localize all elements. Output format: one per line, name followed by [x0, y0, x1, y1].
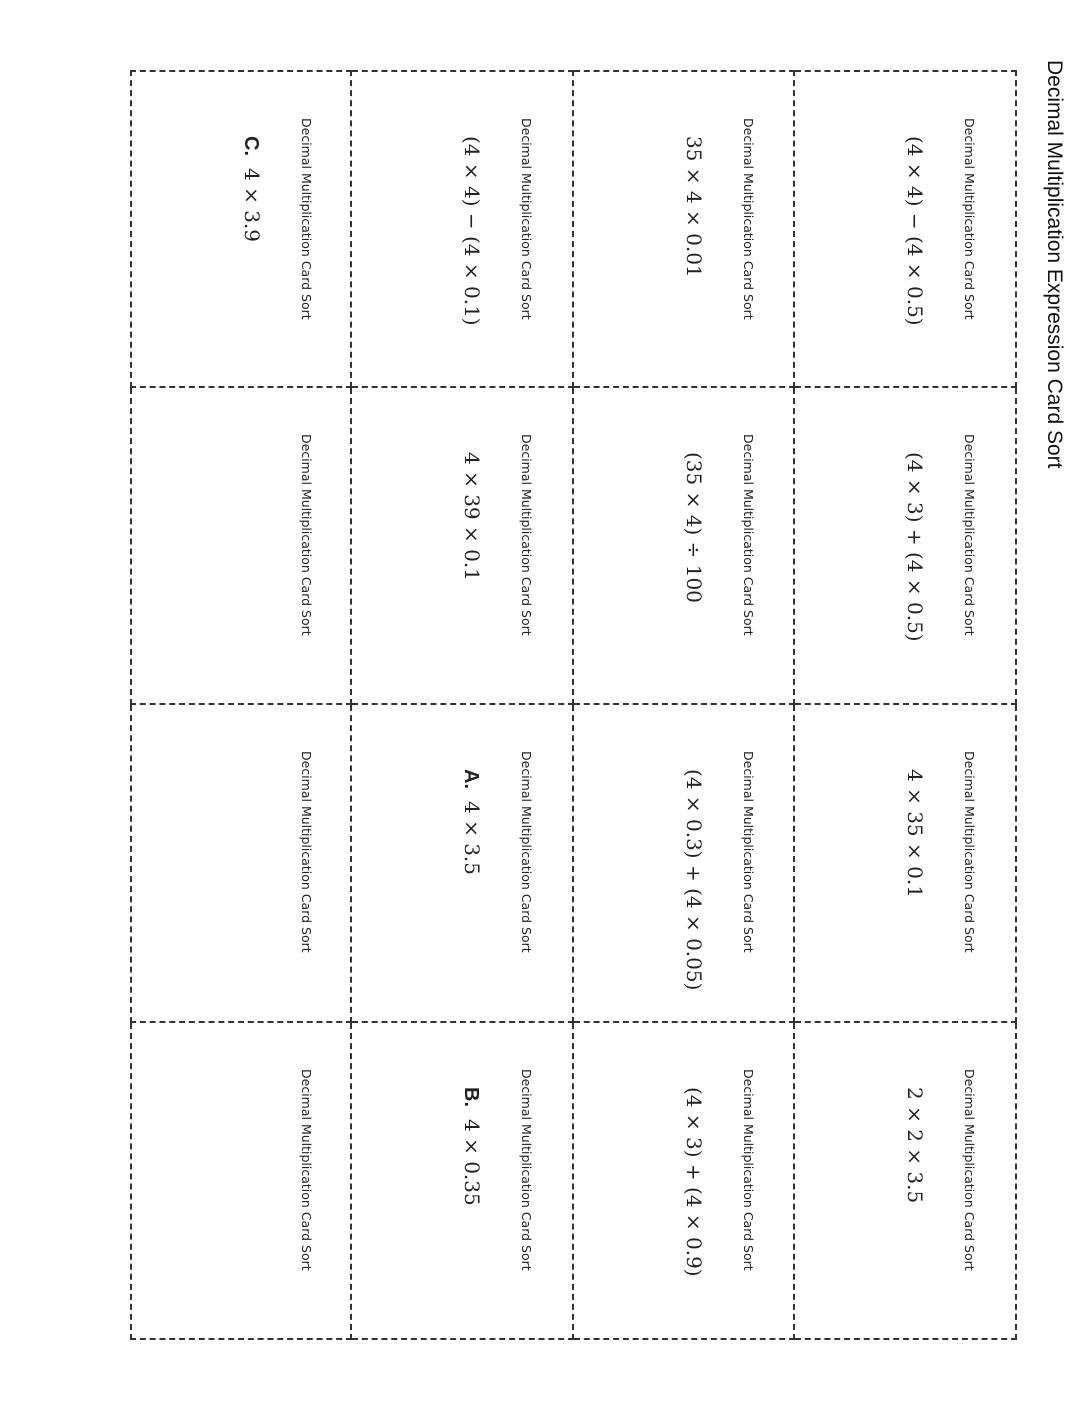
- card: [795, 705, 1017, 1023]
- card-label: Decimal Multiplication Card Sort: [518, 1068, 534, 1271]
- card-label: Decimal Multiplication Card Sort: [518, 433, 534, 636]
- card-label: Decimal Multiplication Card Sort: [962, 1068, 978, 1271]
- card-label: Decimal Multiplication Card Sort: [740, 433, 756, 636]
- card: [130, 388, 352, 706]
- card-expression-line: [682, 769, 706, 990]
- card-label: Decimal Multiplication Card Sort: [518, 118, 534, 320]
- card: [130, 1023, 352, 1341]
- card-expression-line: [682, 452, 706, 603]
- card: [574, 388, 796, 706]
- card-expression: 4 × 39 × 0.1: [459, 451, 484, 581]
- card-label: Decimal Multiplication Card Sort: [299, 751, 314, 953]
- card-expression-line: [903, 452, 927, 642]
- card-expression: 2 × 2 × 3.5: [903, 1086, 928, 1203]
- page-title: Decimal Multiplication Expression Card Sort: [1043, 60, 1066, 469]
- card: [795, 1023, 1017, 1341]
- card-label: Decimal Multiplication Card Sort: [962, 118, 978, 320]
- card: [130, 70, 352, 388]
- card-label: Decimal Multiplication Card Sort: [962, 433, 978, 636]
- card-expression: (4 × 4) − (4 × 0.1): [459, 136, 484, 326]
- card-letter: A.: [459, 769, 482, 789]
- card: [352, 70, 574, 388]
- card-label: Decimal Multiplication Card Sort: [299, 1068, 314, 1271]
- card-expression-line: [903, 1087, 927, 1203]
- card: [795, 388, 1017, 706]
- card-expression-line: [239, 136, 264, 242]
- card-expression: 4 × 0.35: [459, 1118, 484, 1206]
- card-expression: 4 × 3.5: [459, 801, 484, 876]
- card-expression: (4 × 0.3) + (4 × 0.05): [681, 769, 706, 991]
- card: [352, 1023, 574, 1341]
- card: [574, 1023, 796, 1341]
- card-expression-line: [460, 136, 484, 326]
- card-expression-line: [682, 136, 706, 278]
- card-expression: (4 × 3) + (4 × 0.5): [903, 451, 928, 642]
- card: [574, 705, 796, 1023]
- card-expression: (35 × 4) ÷ 100: [681, 451, 706, 603]
- card-label: Decimal Multiplication Card Sort: [299, 433, 314, 636]
- card-expression-line: [682, 1087, 706, 1277]
- card-grid: [130, 70, 1017, 1340]
- card-label: Decimal Multiplication Card Sort: [740, 118, 756, 320]
- card-expression: 35 × 4 × 0.01: [681, 136, 706, 278]
- card-expression-line: [460, 452, 484, 581]
- card: [130, 705, 352, 1023]
- card-expression: 4 × 35 × 0.1: [903, 769, 928, 898]
- card: [352, 705, 574, 1023]
- card: [352, 388, 574, 706]
- card-label: Decimal Multiplication Card Sort: [518, 751, 534, 953]
- card-expression: 4 × 3.9: [240, 168, 264, 243]
- card-letter: C.: [240, 136, 262, 156]
- card-label: Decimal Multiplication Card Sort: [740, 1068, 756, 1271]
- card: [795, 70, 1017, 388]
- card-expression: (4 × 3) + (4 × 0.9): [681, 1086, 706, 1277]
- card-label: Decimal Multiplication Card Sort: [299, 118, 314, 320]
- card-expression: (4 × 4) − (4 × 0.5): [903, 136, 928, 326]
- card-letter: B.: [459, 1086, 482, 1107]
- card-expression-line: [459, 1087, 484, 1206]
- card-label: Decimal Multiplication Card Sort: [962, 751, 978, 953]
- card-label: Decimal Multiplication Card Sort: [740, 751, 756, 953]
- card: [574, 70, 796, 388]
- card-expression-line: [903, 136, 927, 326]
- card-expression-line: [459, 769, 484, 875]
- card-expression-line: [903, 769, 927, 898]
